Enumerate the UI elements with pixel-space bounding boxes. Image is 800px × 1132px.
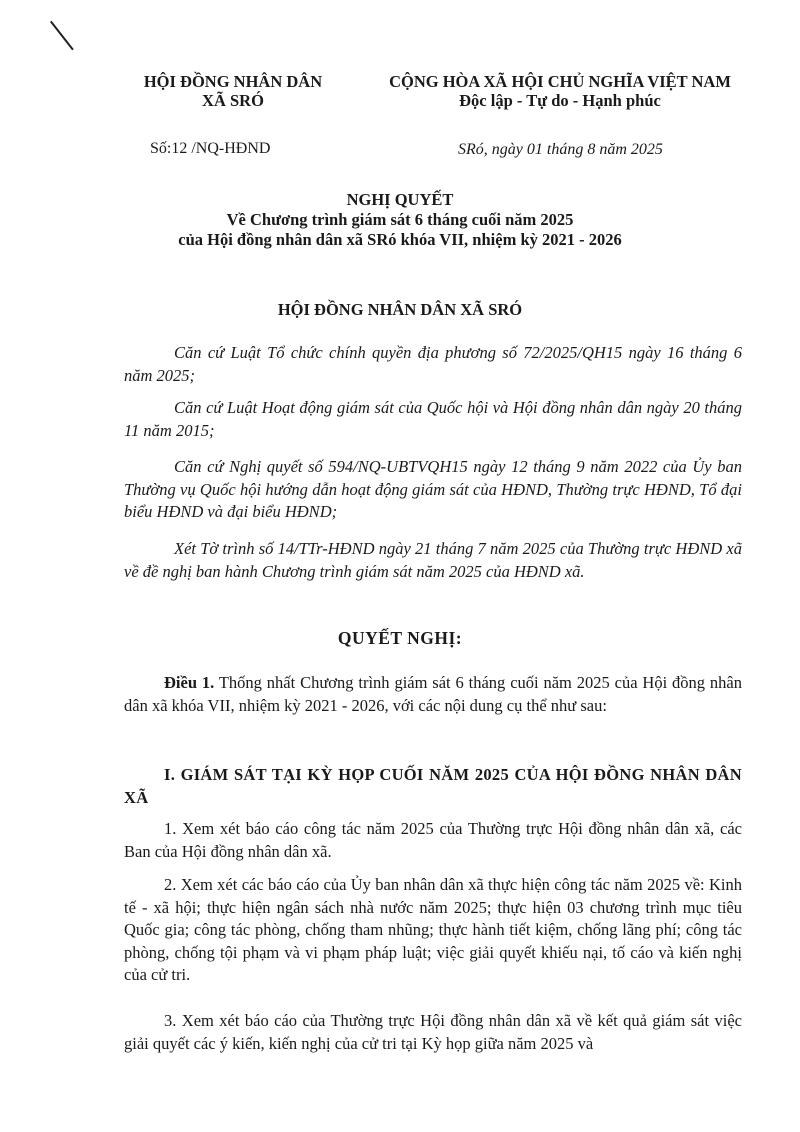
document-header — [0, 72, 800, 162]
title-line-1: Về Chương trình giám sát 6 tháng cuối năm 2025 — [226, 210, 574, 229]
org-name-line2: XÃ SRÓ — [202, 91, 264, 110]
decision-heading: QUYẾT NGHỊ: — [337, 628, 463, 648]
org-name-line1: HỘI ĐỒNG NHÂN DÂN — [143, 72, 323, 91]
council-heading: HỘI ĐỒNG NHÂN DÂN XÃ SRÓ — [277, 300, 523, 319]
document-type: NGHỊ QUYẾT — [346, 190, 454, 209]
article-1-label: Điều 1. — [164, 673, 215, 692]
document-number: Số:12 /NQ-HĐND — [150, 140, 271, 157]
issuing-organization — [118, 72, 348, 110]
place-and-date: SRó, ngày 01 tháng 8 năm 2025 — [458, 141, 663, 158]
article-1 — [124, 672, 742, 717]
legal-basis-1: Căn cứ Luật Tổ chức chính quyền địa phương số 72/2025/QH15 ngày 16 tháng 6 năm 2025; — [124, 343, 742, 385]
scan-artifact-mark — [50, 21, 74, 51]
document-title — [0, 190, 800, 250]
legal-basis-4: Xét Tờ trình số 14/TTr-HĐND ngày 21 tháng 7 năm 2025 của Thường trực HĐND xã về đề nghị ban hành Chương trình giám sát năm 2025 của HĐND xã. — [124, 539, 742, 581]
country-name: CỘNG HÒA XÃ HỘI CHỦ NGHĨA VIỆT NAM — [389, 72, 731, 91]
article-1-text: Thống nhất Chương trình giám sát 6 tháng cuối năm 2025 của Hội đồng nhân dân xã khóa VII, nhiệm kỳ 2021 - 2026, với các nội dung cụ thể như sau: — [124, 673, 743, 715]
national-heading — [360, 72, 760, 111]
national-motto: Độc lập - Tự do - Hạnh phúc — [459, 91, 661, 110]
item-3: 3. Xem xét báo cáo của Thường trực Hội đồng nhân dân xã về kết quả giám sát việc giải quyết các ý kiến, kiến nghị của cử tri tại Kỳ họp giữa năm 2025 và — [124, 1011, 742, 1053]
legal-basis-2: Căn cứ Luật Hoạt động giám sát của Quốc hội và Hội đồng nhân dân ngày 20 tháng 11 năm 2015; — [124, 398, 742, 440]
section-1-heading: I. GIÁM SÁT TẠI KỲ HỌP CUỐI NĂM 2025 CỦA HỘI ĐỒNG NHÂN DÂN XÃ — [124, 765, 742, 807]
legal-basis-3: Căn cứ Nghị quyết số 594/NQ-UBTVQH15 ngày 12 tháng 9 năm 2022 của Ủy ban Thường vụ Quốc hội hướng dẫn hoạt động giám sát của HĐND, Thường trực HĐND, Tổ đại biểu HĐND và đại biểu HĐND; — [124, 457, 742, 521]
item-1: 1. Xem xét báo cáo công tác năm 2025 của Thường trực Hội đồng nhân dân xã, các Ban của Hội đồng nhân dân xã. — [124, 819, 742, 861]
item-2: 2. Xem xét các báo cáo của Ủy ban nhân dân xã thực hiện công tác năm 2025 về: Kinh tế - xã hội; thực hiện ngân sách nhà nước năm 2025; thực hiện 03 chương trình mục tiêu Quốc gia; công tác phòng, chống tham nhũng; thực hành tiết kiệm, chống lãng phí; công tác phòng, chống tội phạm và vi phạm pháp luật; việc giải quyết khiếu nại, tố cáo và kiến nghị của cử tri. — [124, 875, 742, 984]
title-line-2: của Hội đồng nhân dân xã SRó khóa VII, nhiệm kỳ 2021 - 2026 — [178, 230, 622, 249]
